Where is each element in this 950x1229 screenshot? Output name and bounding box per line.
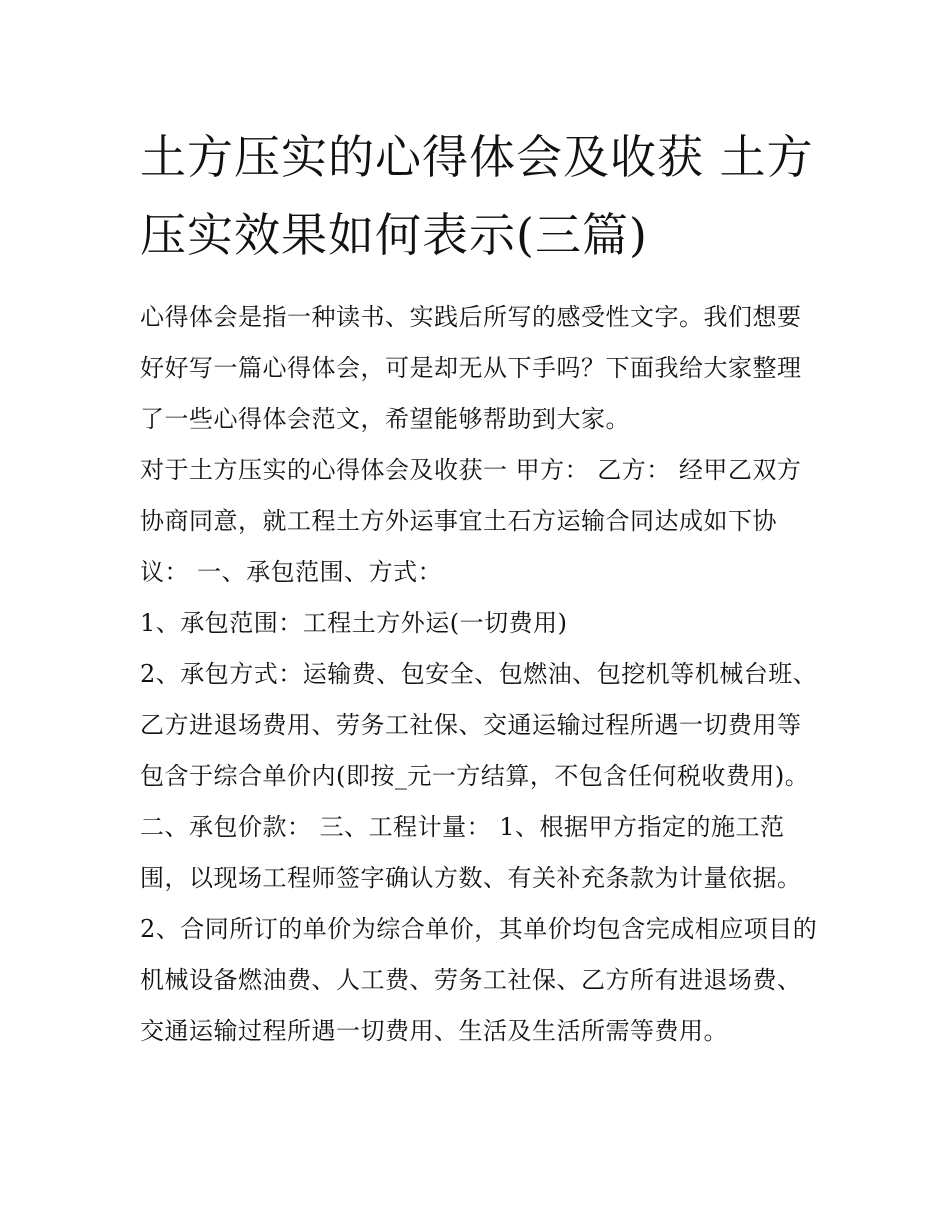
paragraph-scope: 1、承包范围：工程土方外运(一切费用) <box>140 609 568 637</box>
document-title: 土方压实的心得体会及收获 土方压实效果如何表示(三篇) <box>140 130 814 262</box>
document-body <box>140 292 820 1057</box>
paragraph-method: 2、承包方式：运输费、包安全、包燃油、包挖机等机械台班、乙方进退场费用、劳务工社保、交通运输过程所遇一切费用等包含于综合单价内(即按_元一方结算，不包含任何税收费用)。 <box>140 660 818 790</box>
paragraph-intro: 心得体会是指一种读书、实践后所写的感受性文字。我们想要好好写一篇心得体会，可是却无从下手吗？下面我给大家整理了一些心得体会范文，希望能够帮助到大家。 <box>140 303 802 433</box>
paragraph-contract-intro: 对于土方压实的心得体会及收获一 甲方： 乙方： 经甲乙双方协商同意，就工程土方外运事宜土石方运输合同达成如下协议： 一、承包范围、方式： <box>140 456 802 586</box>
paragraph-unit-price: 2、合同所订的单价为综合单价，其单价均包含完成相应项目的机械设备燃油费、人工费、劳务工社保、乙方所有进退场费、交通运输过程所遇一切费用、生活及生活所需等费用。 <box>140 915 818 1045</box>
document-content <box>140 118 820 1057</box>
paragraph-price-measure: 二、承包价款： 三、工程计量： 1、根据甲方指定的施工范围，以现场工程师签字确认方数、有关补充条款为计量依据。 <box>140 813 802 892</box>
